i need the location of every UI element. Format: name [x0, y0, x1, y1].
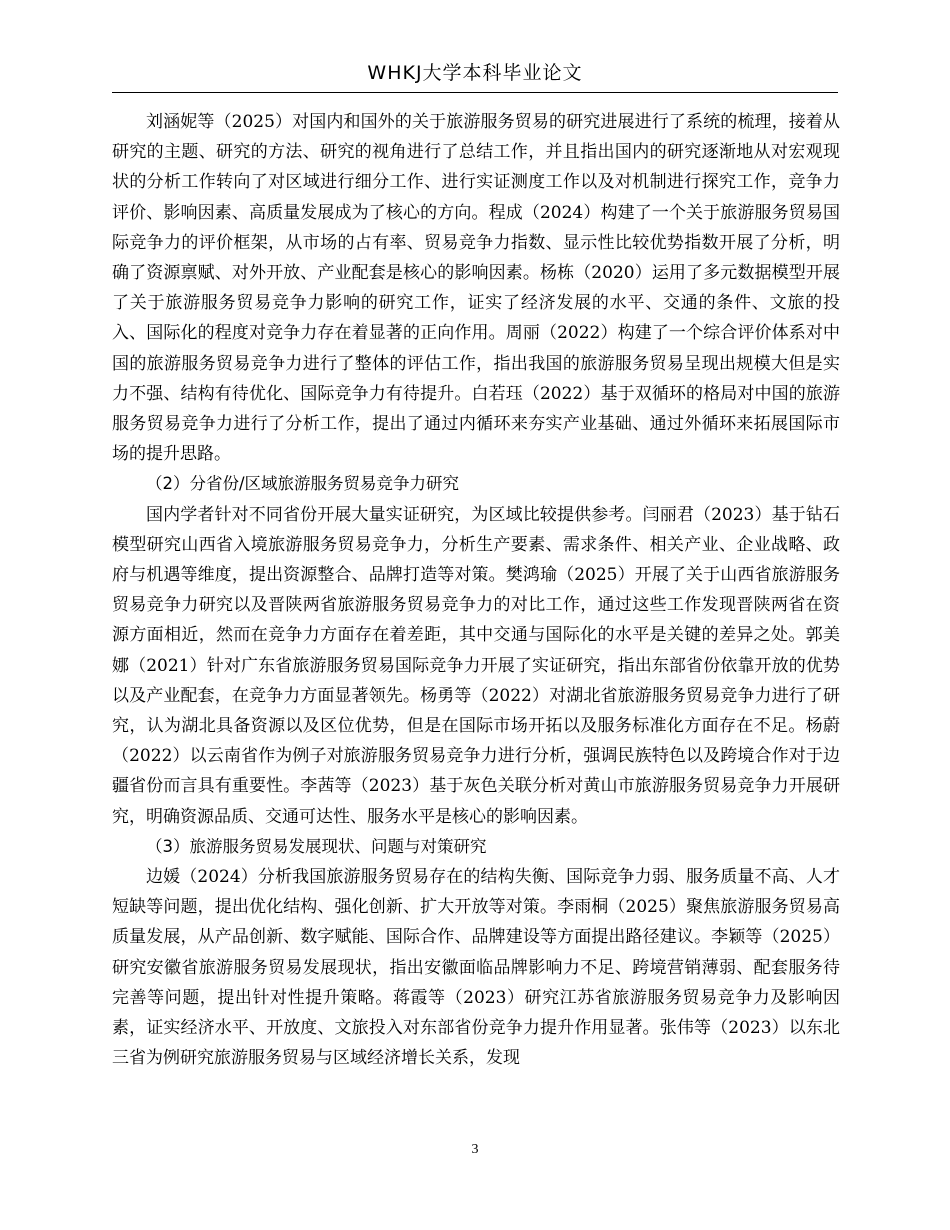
- paragraph-status-problems: 边媛（2024）分析我国旅游服务贸易存在的结构失衡、国际竞争力弱、服务质量不高、人才短缺等问题，提出优化结构、强化创新、扩大开放等对策。李雨桐（2025）聚焦旅游服务贸易高质量发展，从产品创新、数字赋能、国际合作、品牌建设等方面提出路径建议。李颖等（2025）研究安徽省旅游服务贸易发展现状，指出安徽面临品牌影响力不足、跨境营销薄弱、配套服务待完善等问题，提出针对性提升策略。蒋霞等（2023）研究江苏省旅游服务贸易竞争力及影响因素，证实经济水平、开放度、文旅投入对东部省份竞争力提升作用显著。张伟等（2023）以东北三省为例研究旅游服务贸易与区域经济增长关系，发现: [112, 867, 840, 1069]
- section-heading-regional-competitiveness: （2）分省份/区域旅游服务贸易竞争力研究: [146, 474, 460, 494]
- section-heading-status-problems-countermeasures: （3）旅游服务贸易发展现状、问题与对策研究: [146, 836, 487, 856]
- page-number: 3: [471, 1142, 479, 1157]
- paragraph-regional-studies: 国内学者针对不同省份开展大量实证研究，为区域比较提供参考。闫丽君（2023）基于钻石模型研究山西省入境旅游服务贸易竞争力，分析生产要素、需求条件、相关产业、企业战略、政府与机遇等维度，提出资源整合、品牌打造等对策。樊鸿瑜（2025）开展了关于山西省旅游服务贸易竞争力研究以及晋陕两省旅游服务贸易竞争力的对比工作，通过这些工作发现晋陕两省在资源方面相近，然而在竞争力方面存在着差距，其中交通与国际化的水平是关键的差异之处。郭美娜（2021）针对广东省旅游服务贸易国际竞争力开展了实证研究，指出东部省份依靠开放的优势以及产业配套，在竞争力方面显著领先。杨勇等（2022）对湖北省旅游服务贸易竞争力进行了研究，认为湖北具备资源以及区位优势，但是在国际市场开拓以及服务标准化方面存在不足。杨蔚（2022）以云南省作为例子对旅游服务贸易竞争力进行分析，强调民族特色以及跨境合作对于边疆省份而言具有重要性。李茜等（2023）基于灰色关联分析对黄山市旅游服务贸易竞争力开展研究，明确资源品质、交通可达性、服务水平是核心的影响因素。: [112, 504, 840, 827]
- paragraph-literature-overview: 刘涵妮等（2025）对国内和国外的关于旅游服务贸易的研究进展进行了系统的梳理，接着从研究的主题、研究的方法、研究的视角进行了总结工作，并且指出国内的研究逐渐地从对宏观现状的分析工作转向了对区域进行细分工作、进行实证测度工作以及对机制进行探究工作，竞争力评价、影响因素、高质量发展成为了核心的方向。程成（2024）构建了一个关于旅游服务贸易国际竞争力的评价框架，从市场的占有率、贸易竞争力指数、显示性比较优势指数开展了分析，明确了资源禀赋、对外开放、产业配套是核心的影响因素。杨栋（2020）运用了多元数据模型开展了关于旅游服务贸易竞争力影响的研究工作，证实了经济发展的水平、交通的条件、文旅的投入、国际化的程度对竞争力存在着显著的正向作用。周丽（2022）构建了一个综合评价体系对中国的旅游服务贸易竞争力进行了整体的评估工作，指出我国的旅游服务贸易呈现出规模大但是实力不强、结构有待优化、国际竞争力有待提升。白若珏（2022）基于双循环的格局对中国的旅游服务贸易竞争力进行了分析工作，提出了通过内循环来夯实产业基础、通过外循环来拓展国际市场的提升思路。: [112, 112, 840, 465]
- thesis-body: [112, 107, 840, 1074]
- running-header: WHKJ大学本科毕业论文: [367, 62, 583, 84]
- header-divider: [112, 92, 838, 93]
